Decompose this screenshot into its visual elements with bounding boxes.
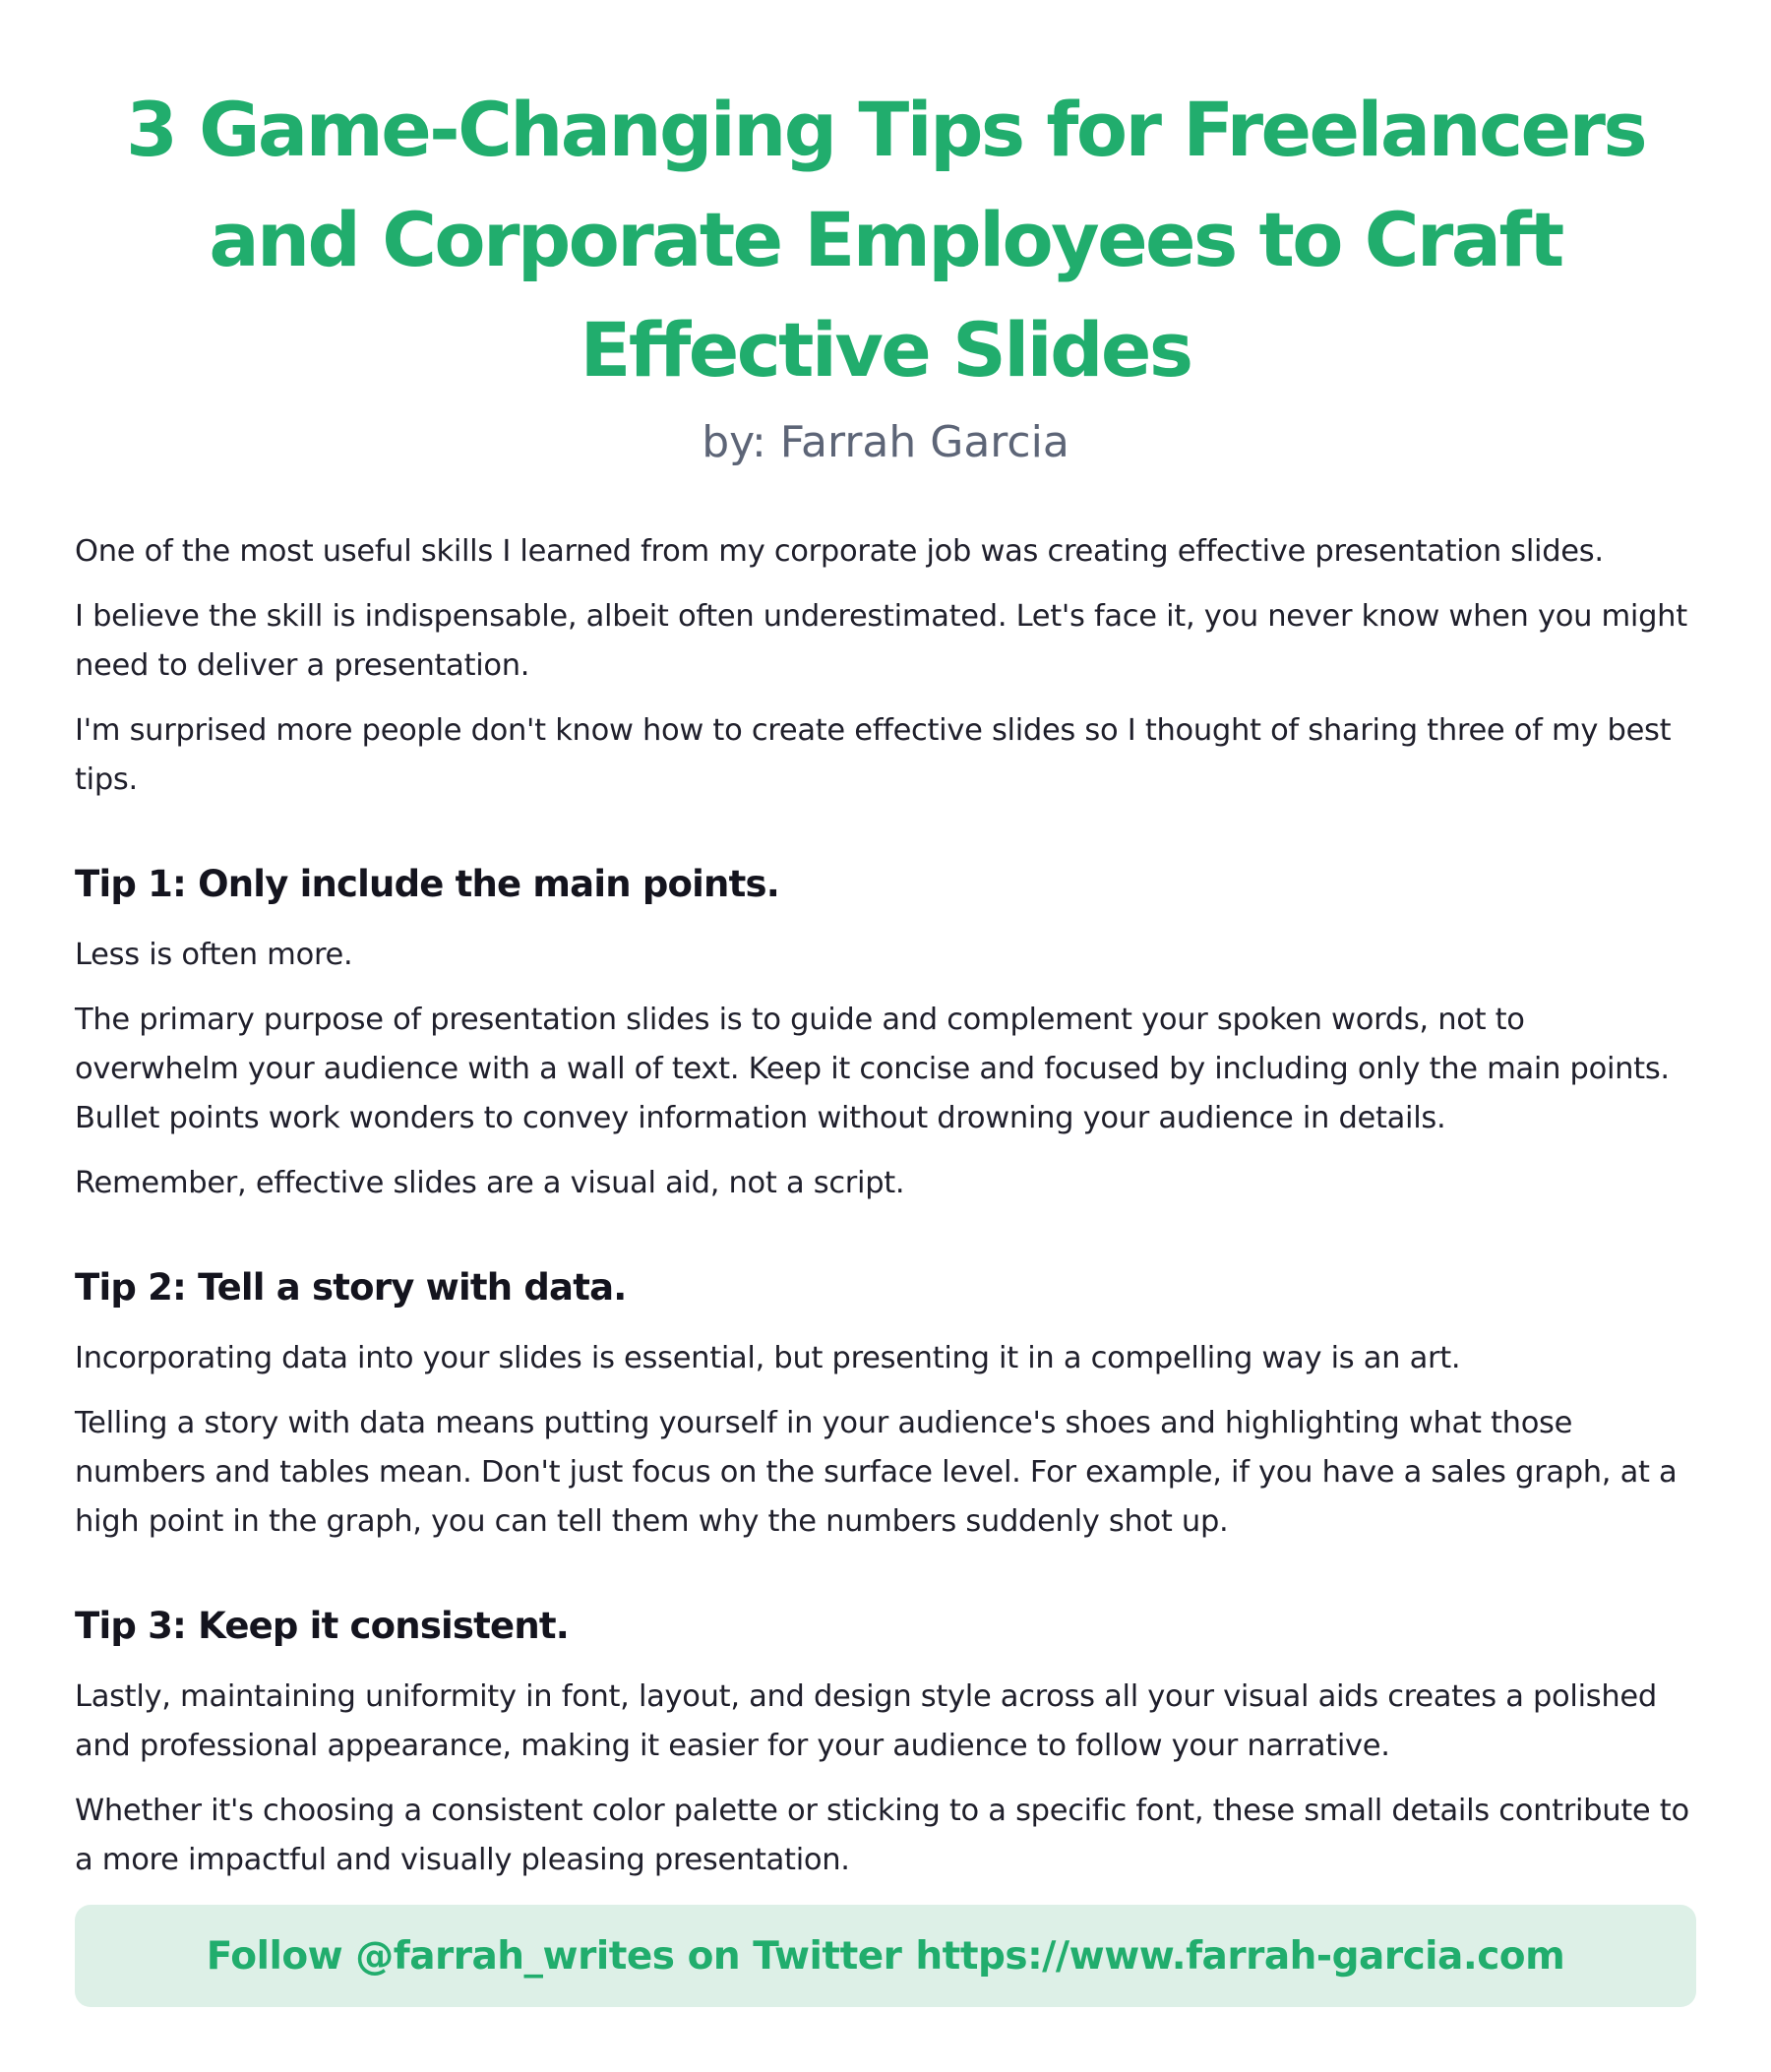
intro-paragraph: I believe the skill is indispensable, albeit often underestimated. Let's face it, you never know when you might need to deliver a presentation. <box>75 599 1687 683</box>
tip-1-paragraph: Remember, effective slides are a visual aid, not a script. <box>75 1166 905 1200</box>
footer-banner <box>75 1905 1696 2007</box>
intro-paragraph: One of the most useful skills I learned from my corporate job was creating effective presentation slides. <box>75 534 1604 569</box>
twitter-link[interactable]: Follow @farrah_writes on Twitter <box>206 1933 902 1979</box>
tip-1-heading: Tip 1: Only include the main points. <box>75 863 779 905</box>
tip-3-paragraph: Whether it's choosing a consistent color palette or sticking to a specific font, these small details contribute to a more impactful and visually pleasing presentation. <box>75 1794 1689 1877</box>
tip-2-heading: Tip 2: Tell a story with data. <box>75 1266 627 1309</box>
intro-paragraph: I'm surprised more people don't know how to create effective slides so I thought of sharing three of my best tips. <box>75 713 1672 797</box>
tip-1-paragraph: The primary purpose of presentation slides is to guide and complement your spoken words, not to overwhelm your audience with a wall of text. Keep it concise and focused by including only the main points. Bullet points work wonders to convey information without drowning your audience in details. <box>75 1003 1670 1135</box>
tip-1-paragraph: Less is often more. <box>75 938 353 972</box>
tip-2-paragraph: Incorporating data into your slides is essential, but presenting it in a compelling way is an art. <box>75 1341 1461 1375</box>
author-byline: by: Farrah Garcia <box>702 417 1069 467</box>
tip-3-paragraph: Lastly, maintaining uniformity in font, layout, and design style across all your visual aids creates a polished and professional appearance, making it easier for your audience to follow your narrative. <box>75 1679 1657 1763</box>
article-body <box>75 527 1696 1885</box>
website-link[interactable]: https://www.farrah-garcia.com <box>915 1933 1565 1979</box>
page-title: 3 Game-Changing Tips for Freelancers and Corporate Employees to Craft Effective Slides <box>126 86 1645 394</box>
tip-2-paragraph: Telling a story with data means putting yourself in your audience's shoes and highlighting what those numbers and tables mean. Don't just focus on the surface level. For example, if you have a sales graph, at a high point in the graph, you can tell them why the numbers suddenly shot up. <box>75 1406 1678 1539</box>
tip-3-heading: Tip 3: Keep it consistent. <box>75 1605 570 1647</box>
